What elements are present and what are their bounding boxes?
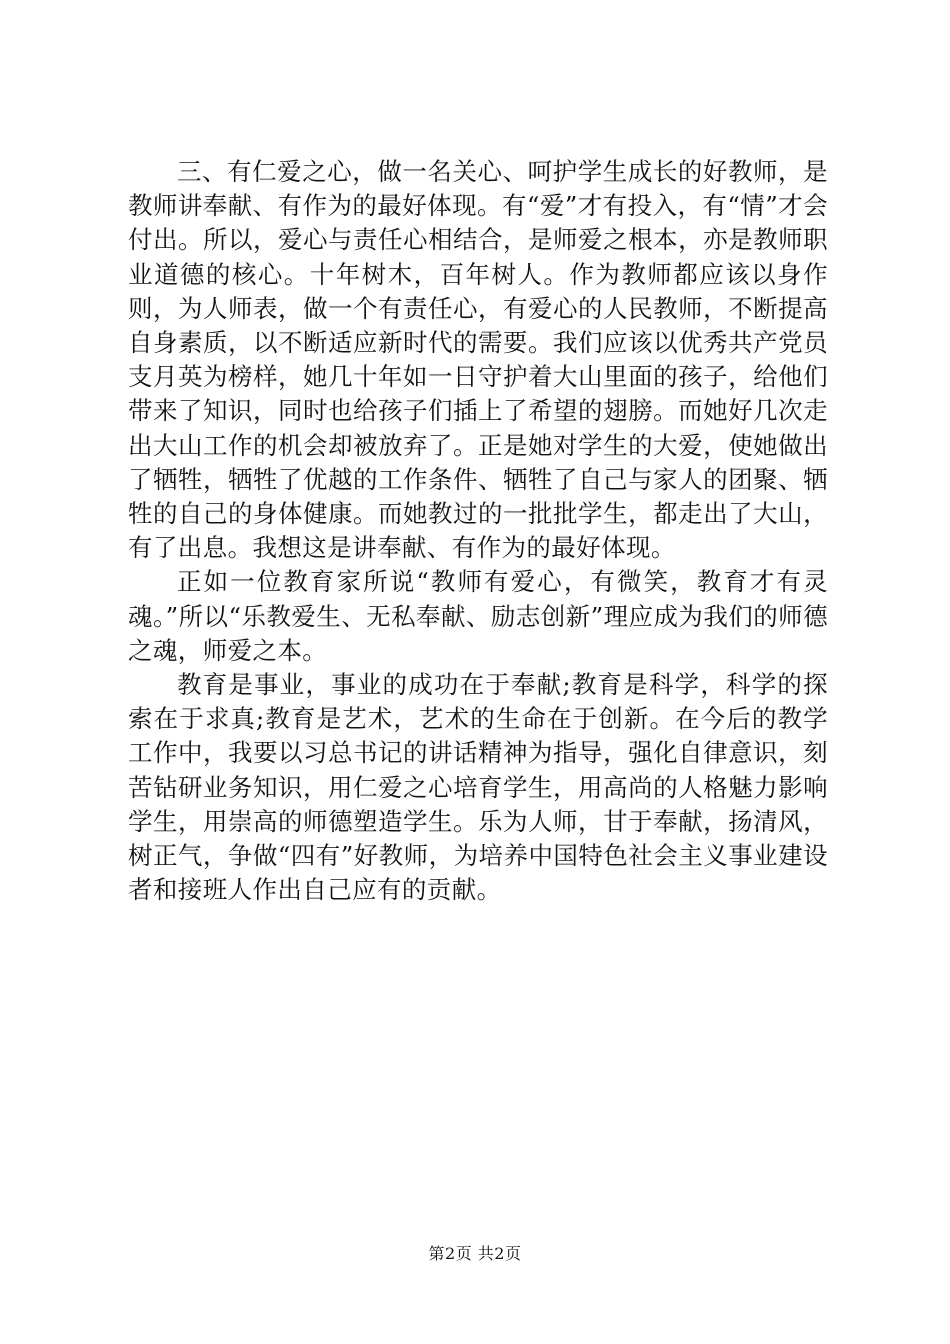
paragraph-educator-quote: 正如一位教育家所说“教师有爱心，有微笑，教育才有灵魂。”所以“乐教爱生、无私奉献、励志创新”理应成为我们的师德之魂，师爱之本。: [128, 567, 828, 665]
document-body: [128, 155, 828, 907]
page-number-footer: 第2页 共2页: [428, 1244, 522, 1263]
paragraph-love-of-students: 三、有仁爱之心，做一名关心、呵护学生成长的好教师，是教师讲奉献、有作为的最好体现。有“爱”才有投入，有“情”才会付出。所以，爱心与责任心相结合，是师爱之根本，亦是教师职业道德的核心。十年树木，百年树人。作为教师都应该以身作则，为人师表，做一个有责任心，有爱心的人民教师，不断提高自身素质，以不断适应新时代的需要。我们应该以优秀共产党员支月英为榜样，她几十年如一日守护着大山里面的孩子，给他们带来了知识，同时也给孩子们插上了希望的翅膀。而她好几次走出大山工作的机会却被放弃了。正是她对学生的大爱，使她做出了牺牲，牺牲了优越的工作条件、牺牲了自己与家人的团聚、牺牲的自己的身体健康。而她教过的一批批学生，都走出了大山，有了出息。我想这是讲奉献、有作为的最好体现。: [128, 157, 828, 563]
paragraph-conclusion: 教育是事业，事业的成功在于奉献;教育是科学，科学的探索在于求真;教育是艺术，艺术的生命在于创新。在今后的教学工作中，我要以习总书记的讲话精神为指导，强化自律意识，刻苦钻研业务知识，用仁爱之心培育学生，用高尚的人格魅力影响学生，用崇高的师德塑造学生。乐为人师，甘于奉献，扬清风，树正气，争做“四有”好教师，为培养中国特色社会主义事业建设者和接班人作出自己应有的贡献。: [128, 670, 828, 905]
